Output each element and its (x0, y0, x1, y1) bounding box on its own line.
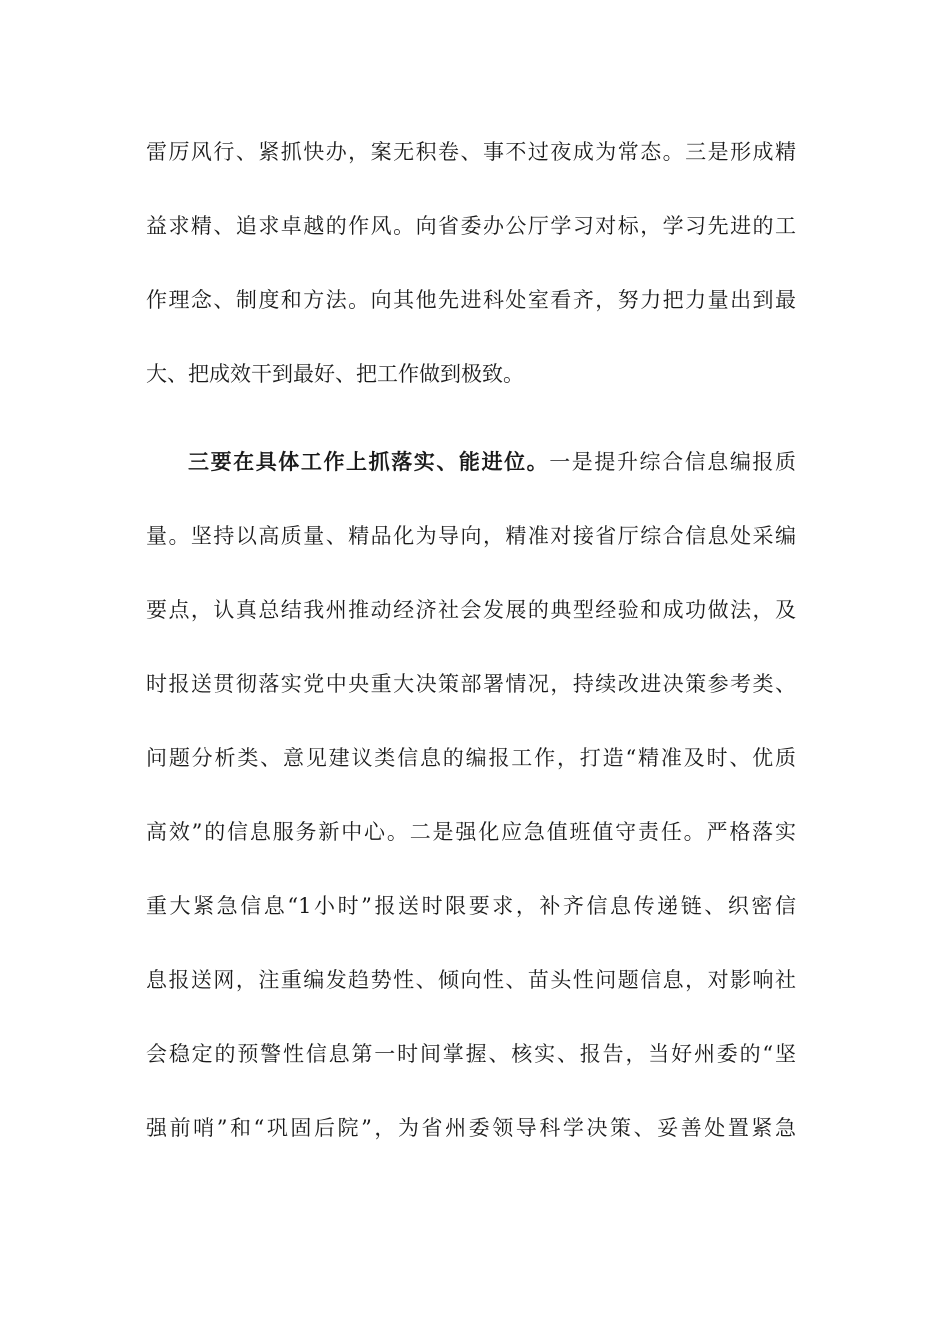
paragraph-text: 一是提升综合信息编报质 (549, 450, 797, 474)
paragraph-line: 强前哨”和“巩固后院”，为省州委领导科学决策、妥善处置紧急 (146, 1116, 796, 1140)
paragraph-line: 重大紧急信息“1小时”报送时限要求，补齐信息传递链、织密信 (146, 894, 796, 918)
paragraph-line: 息报送网，注重编发趋势性、倾向性、苗头性问题信息，对影响社 (146, 968, 796, 992)
paragraph-line: 会稳定的预警性信息第一时间掌握、核实、报告，当好州委的“坚 (146, 1042, 796, 1066)
paragraph-line: 问题分析类、意见建议类信息的编报工作，打造“精准及时、优质 (146, 746, 796, 770)
paragraph-line: 益求精、追求卓越的作风。向省委办公厅学习对标，学习先进的工 (146, 214, 796, 238)
paragraph-first-line (188, 442, 796, 482)
paragraph-line: 时报送贯彻落实党中央重大决策部署情况，持续改进决策参考类、 (146, 672, 796, 696)
paragraph-line: 雷厉风行、紧抓快办，案无积卷、事不过夜成为常态。三是形成精 (146, 140, 796, 164)
paragraph-line: 要点，认真总结我州推动经济社会发展的典型经验和成功做法，及 (146, 598, 796, 622)
paragraph-line: 大、把成效干到最好、把工作做到极致。 (146, 362, 524, 386)
section-heading: 三要在具体工作上抓落实、能进位。 (188, 449, 550, 474)
paragraph-line: 量。坚持以高质量、精品化为导向，精准对接省厅综合信息处采编 (146, 524, 796, 548)
paragraph-line: 作理念、制度和方法。向其他先进科处室看齐，努力把力量出到最 (146, 288, 796, 312)
paragraph-line: 高效”的信息服务新中心。二是强化应急值班值守责任。严格落实 (146, 820, 796, 844)
